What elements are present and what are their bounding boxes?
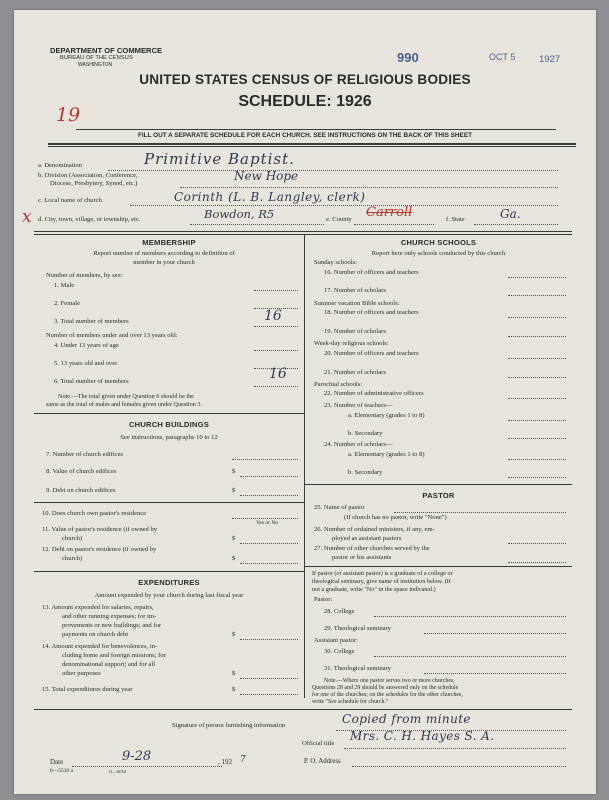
q3-total-value: 16 <box>264 308 282 324</box>
q13-label: 13. Amount expended for salaries, repairs, <box>42 604 154 611</box>
q6-total-label: 6. Total number of members <box>54 378 129 385</box>
q11-label: 11. Value of pastor's residence (if owned by <box>42 526 158 533</box>
q29-label: 29. Theological seminary <box>324 625 392 632</box>
q9-label: 9. Debt on church edifices <box>46 487 116 494</box>
stamp-number: 990 <box>397 50 419 65</box>
membership-title: MEMBERSHIP <box>142 238 196 247</box>
summer-schools-label: Summer vacation Bible schools: <box>314 300 400 307</box>
pastor-note-1: Note.—Where one pastor serves two or more churches, <box>324 678 455 684</box>
q14-label-2: cluding home and foreign missions; for <box>62 652 166 659</box>
q24a-label: a. Elementary (grades 1 to 8) <box>348 451 425 458</box>
membership-intro-1: Report number of members according to definition of <box>93 250 235 257</box>
q9-dollar: $ <box>232 487 236 494</box>
q1-male-label: 1. Male <box>54 282 75 289</box>
graduate-note-1: If pastor (or assistant pastor) is a graduate of a college or <box>312 570 453 577</box>
date-value: 9-28 <box>122 749 152 764</box>
q27-label: 27. Number of other churches served by the <box>314 545 430 552</box>
graduate-note-3: not a graduate, write "No" in the space indicated.) <box>312 586 436 593</box>
membership-intro-2: member in your church <box>133 259 195 266</box>
q25-hint: (If church has no pastor, write "None") <box>344 514 447 521</box>
pastor-sub-label: Pastor: <box>314 596 333 603</box>
q14-label-4: other purposes <box>62 670 101 677</box>
state-value: Ga. <box>500 207 521 221</box>
q4-under-13-label: 4. Under 13 years of age <box>54 342 119 349</box>
q28-label: 28. College <box>324 608 355 615</box>
q27-label-2: pastor or his assistants <box>332 554 392 561</box>
q13-label-2: and other running expenses; for im- <box>62 613 157 620</box>
q8-label: 8. Value of church edifices <box>46 468 117 475</box>
official-title-label: Official title <box>302 740 335 747</box>
q18-label: 18. Number of officers and teachers <box>324 309 419 316</box>
membership-note-2: same as the total of males and females given under Question 3. <box>46 401 203 408</box>
assistant-pastor-label: Assistant pastor: <box>314 637 358 644</box>
q26-label: 26. Number of ordained ministers, if any, em- <box>314 526 435 533</box>
q14-label: 14. Amount expended for benevolences, in- <box>42 643 158 650</box>
members-by-sex-label: Number of members, by sex: <box>46 272 123 279</box>
parochial-schools-label: Parochial schools: <box>314 381 363 388</box>
local-name-value: Corinth (L. B. Langley, clerk) <box>174 190 366 204</box>
q21-label: 21. Number of scholars <box>324 369 386 376</box>
q14-dollar: $ <box>232 670 236 677</box>
yes-no-hint: Yes or No <box>256 520 279 526</box>
q8-dollar: $ <box>232 468 236 475</box>
q26-label-2: ployed as assistant pastors <box>332 535 402 542</box>
q17-label: 17. Number of scholars <box>324 287 386 294</box>
local-name-label: c. Local name of church <box>38 197 102 204</box>
pastor-note-3: for one of the churches; on the schedules for the other churches, <box>312 692 463 698</box>
q7-label: 7. Number of church edifices <box>46 451 124 458</box>
city-town-label: d. City, town, village, or township, etc. <box>38 216 141 223</box>
q19-label: 19. Number of scholars <box>324 328 386 335</box>
q20-label: 20. Number of officers and teachers <box>324 350 419 357</box>
q23b-label: b. Secondary <box>348 430 383 437</box>
pastor-note-4: write "See schedule for church." <box>312 699 389 705</box>
pastor-note-2: Questions 28 and 29 should be answered only on the schedule <box>312 685 459 691</box>
q25-label: 25. Name of pastor <box>314 504 365 511</box>
signature-value: Copied from minute <box>342 712 471 726</box>
sunday-schools-label: Sunday schools: <box>314 259 358 266</box>
stamp-year: 1927 <box>539 54 561 65</box>
q13-dollar: $ <box>232 631 236 638</box>
state-label: f. State <box>446 216 465 223</box>
red-margin-mark: x <box>22 207 32 227</box>
weekday-schools-label: Week-day religious schools: <box>314 340 389 347</box>
q13-label-3: provements or new buildings; and for <box>62 622 162 629</box>
year-hand: 7 <box>240 755 246 765</box>
q2-female-label: 2. Female <box>54 300 81 307</box>
q24b-label: b. Secondary <box>348 469 383 476</box>
q15-label: 15. Total expenditures during year <box>42 686 133 693</box>
pastor-title: PASTOR <box>422 491 455 500</box>
q23-label: 23. Number of teachers— <box>324 402 393 409</box>
graduate-note-2: theological seminary, give name of institution below. (If <box>312 578 451 585</box>
schools-title: CHURCH SCHOOLS <box>400 238 477 247</box>
denomination-label: a. Denomination <box>38 162 82 169</box>
official-title-value: Mrs. C. H. Hayes S. A. <box>350 729 495 743</box>
under-over-label: Number of members under and over 13 years old: <box>46 332 178 339</box>
stamp-date: OCT 5 <box>489 52 516 62</box>
signature-label: Signature of person furnishing information <box>172 722 286 729</box>
q14-label-3: denominational support; and for all <box>62 661 156 668</box>
q11-label-2: church) <box>62 535 83 542</box>
division-value: New Hope <box>234 169 299 183</box>
buildings-title: CHURCH BUILDINGS <box>129 420 209 429</box>
form-title: UNITED STATES CENSUS OF RELIGIOUS BODIES <box>139 72 471 87</box>
expenditures-intro: Amount expended by your church during last fiscal year <box>94 592 244 599</box>
q10-label: 10. Does church own pastor's residence <box>42 510 147 517</box>
q24-label: 24. Number of scholars— <box>324 441 393 448</box>
print-number: 11—6054 <box>108 769 127 774</box>
department-label: DEPARTMENT OF COMMERCE <box>50 46 163 55</box>
red-handwritten-number: 19 <box>56 104 81 126</box>
city-label: WASHINGTON <box>78 62 113 68</box>
po-address-label: P. O. Address <box>304 758 341 765</box>
division-label-2: Diocese, Presbytery, Synod, etc.) <box>50 180 138 187</box>
q31-label: 31. Theological seminary <box>324 665 392 672</box>
q23a-label: a. Elementary (grades 1 to 8) <box>348 412 425 419</box>
form-subtitle: SCHEDULE: 1926 <box>238 93 372 110</box>
q30-label: 30. College <box>324 648 355 655</box>
schools-intro: Report here only schools conducted by this church <box>371 250 506 257</box>
year-print: , 192 <box>218 758 232 766</box>
q6-total-value: 16 <box>269 366 287 382</box>
division-label: b. Division (Association, Conference, <box>38 172 138 179</box>
county-label: e. County <box>326 216 352 223</box>
census-schedule-page <box>14 10 596 794</box>
q11-dollar: $ <box>232 535 236 542</box>
q16-label: 16. Number of officers and teachers <box>324 269 419 276</box>
buildings-intro: See instructions, paragraphs 10 to 12 <box>120 434 218 441</box>
membership-note-1: Note.—The total given under Question 6 should be the <box>58 393 194 400</box>
q13-label-4: payments on church debt <box>62 631 129 638</box>
denomination-value: Primitive Baptist. <box>144 150 295 168</box>
q5-over-13-label: 5. 13 years old and over <box>54 360 118 367</box>
q12-label: 12. Debt on pastor's residence (if owned by <box>42 546 157 553</box>
q12-dollar: $ <box>232 555 236 562</box>
q22-label: 22. Number of administrative officers <box>324 390 424 397</box>
bureau-label: BUREAU OF THE CENSUS <box>60 55 133 61</box>
date-label: Date <box>50 758 64 766</box>
form-number: 6—5510 a <box>50 768 74 774</box>
q15-dollar: $ <box>232 686 236 693</box>
instruction-line: FILL OUT A SEPARATE SCHEDULE FOR EACH CHURCH. SEE INSTRUCTIONS ON THE BACK OF THIS SHEET <box>138 132 472 139</box>
city-value: Bowdon, R5 <box>204 207 275 221</box>
q3-total-label: 3. Total number of members <box>54 318 129 325</box>
q12-label-2: church) <box>62 555 83 562</box>
county-value: Carroll <box>366 205 413 220</box>
expenditures-title: EXPENDITURES <box>138 578 200 587</box>
